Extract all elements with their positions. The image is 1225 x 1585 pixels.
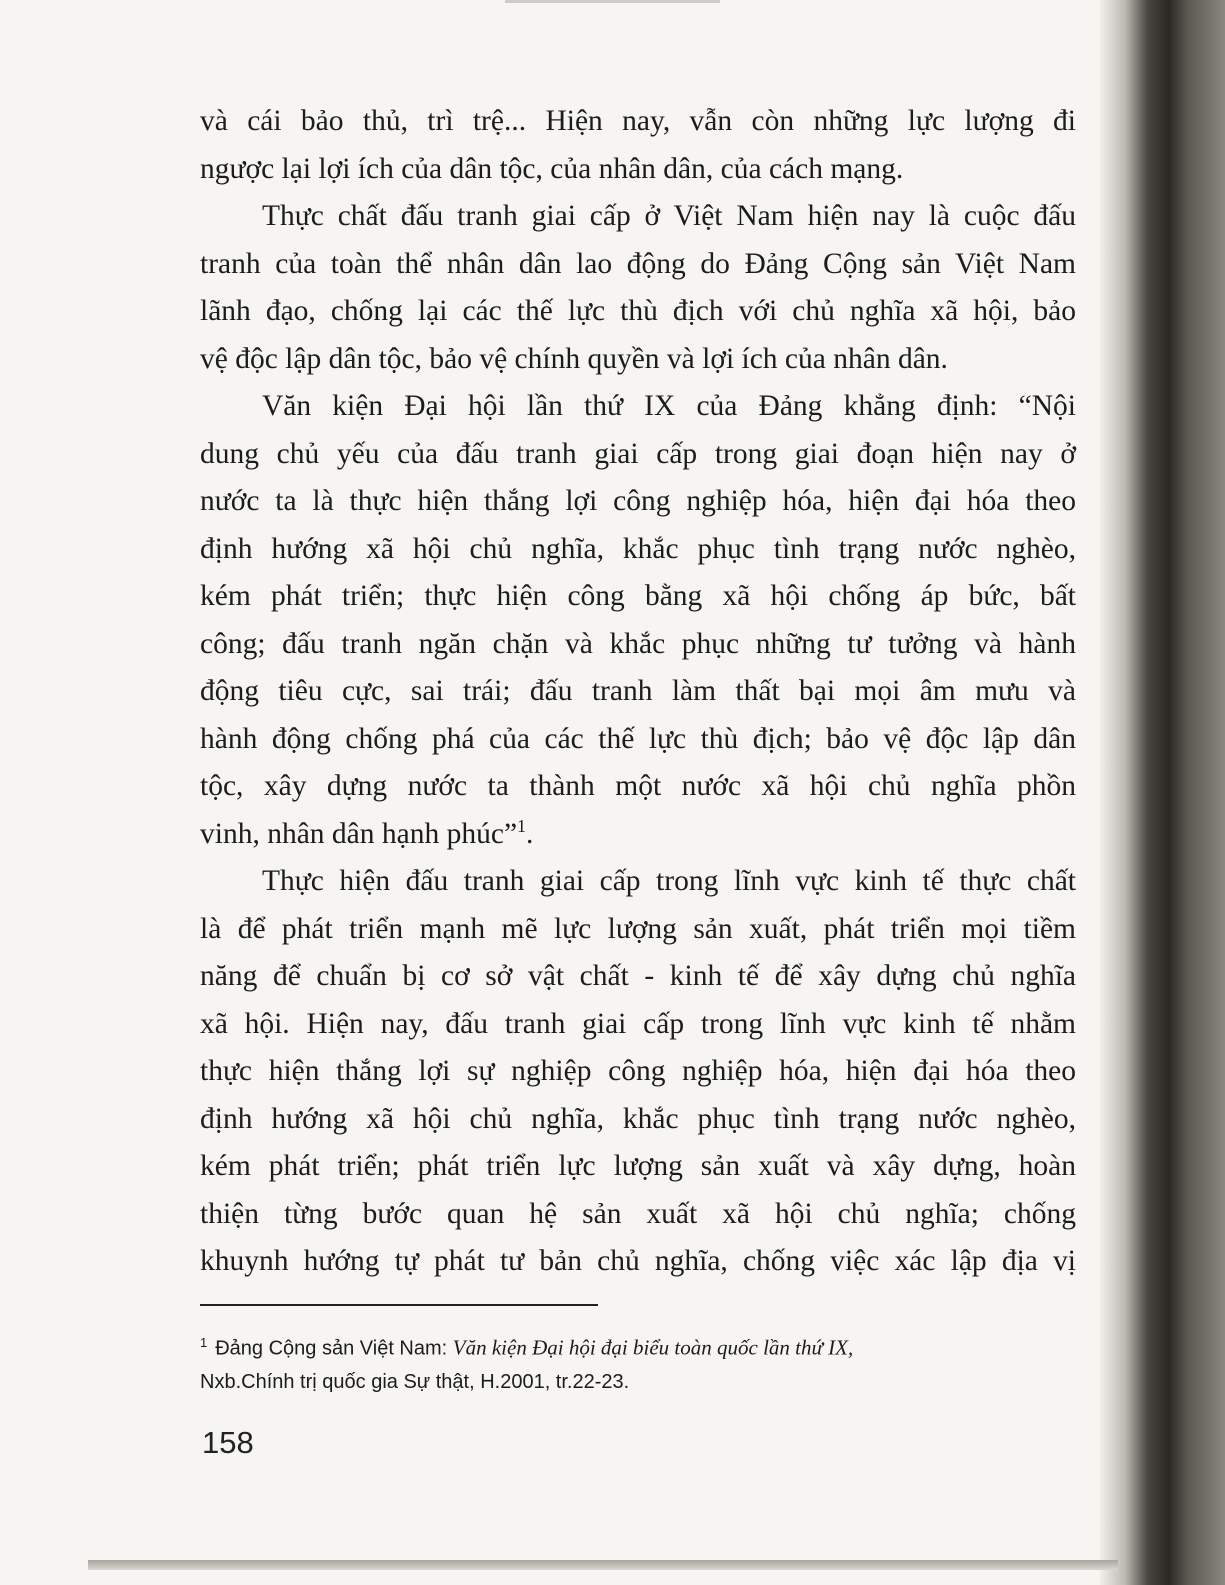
text-line: thực hiện thắng lợi sự nghiệp công nghiệp hóa, hiện đại hóa theo bbox=[200, 1055, 1076, 1087]
text-line: thiện từng bước quan hệ sản xuất xã hội chủ nghĩa; chống bbox=[200, 1197, 1076, 1230]
footnote-divider bbox=[200, 1304, 598, 1306]
text-line: vệ độc lập dân tộc, bảo vệ chính quyền và lợi ích của nhân dân. bbox=[200, 342, 948, 375]
text-line: kém phát triển; thực hiện công bằng xã hội chống áp bức, bất bbox=[200, 580, 1076, 612]
text-line: định hướng xã hội chủ nghĩa, khắc phục tình trạng nước nghèo, bbox=[200, 1102, 1076, 1135]
text-line: là để phát triển mạnh mẽ lực lượng sản xuất, phát triển mọi tiềm bbox=[200, 912, 1076, 945]
text-line: nước ta là thực hiện thắng lợi công nghiệp hóa, hiện đại hóa theo bbox=[200, 485, 1076, 517]
text-line: hành động chống phá của các thế lực thù địch; bảo vệ độc lập dân bbox=[200, 722, 1076, 755]
text-line: Thực chất đấu tranh giai cấp ở Việt Nam hiện nay là cuộc đấu bbox=[262, 200, 1076, 232]
footnote-reference: 1 bbox=[517, 815, 527, 836]
text-line: Thực hiện đấu tranh giai cấp trong lĩnh vực kinh tế thực chất bbox=[262, 865, 1076, 897]
text-line: năng để chuẩn bị cơ sở vật chất - kinh tế để xây dựng chủ nghĩa bbox=[200, 960, 1076, 992]
footnote bbox=[200, 1326, 1076, 1399]
text-line: lãnh đạo, chống lại các thế lực thù địch với chủ nghĩa xã hội, bảo bbox=[200, 295, 1076, 327]
text-line: và cái bảo thủ, trì trệ... Hiện nay, vẫn còn những lực lượng đi bbox=[200, 105, 1076, 137]
sentence-end: . bbox=[526, 817, 534, 850]
quote-end-line bbox=[200, 811, 1076, 859]
text-line: vinh, nhân dân hạnh phúc” bbox=[200, 817, 518, 850]
text-line: dung chủ yếu của đấu tranh giai cấp trong giai đoạn hiện nay ở bbox=[200, 437, 1076, 470]
text-line: xã hội. Hiện nay, đấu tranh giai cấp trong lĩnh vực kinh tế nhằm bbox=[200, 1007, 1076, 1040]
text-line: kém phát triển; phát triển lực lượng sản xuất và xây dựng, hoàn bbox=[200, 1150, 1076, 1182]
text-line: động tiêu cực, sai trái; đấu tranh làm thất bại mọi âm mưu và bbox=[200, 675, 1076, 707]
page-bottom-edge bbox=[88, 1560, 1118, 1570]
text-line: khuynh hướng tự phát tư bản chủ nghĩa, chống việc xác lập địa vị bbox=[200, 1245, 1076, 1277]
footnote-author: Đảng Cộng sản Việt Nam: bbox=[215, 1337, 448, 1360]
footnote-mark: 1 bbox=[200, 1335, 208, 1350]
text-line: công; đấu tranh ngăn chặn và khắc phục những tư tưởng và hành bbox=[200, 627, 1076, 660]
body-text bbox=[200, 98, 1076, 1286]
top-edge-mark bbox=[505, 0, 720, 3]
text-line: ngược lại lợi ích của dân tộc, của nhân dân, của cách mạng. bbox=[200, 152, 904, 185]
book-spine-edge bbox=[1100, 0, 1225, 1585]
page-number: 158 bbox=[202, 1425, 254, 1460]
footnote-title: Văn kiện Đại hội đại biểu toàn quốc lần thứ IX, bbox=[452, 1335, 854, 1360]
text-line: tranh của toàn thể nhân dân lao động do Đảng Cộng sản Việt Nam bbox=[200, 247, 1076, 280]
text-line: Văn kiện Đại hội lần thứ IX của Đảng khẳng định: “Nội bbox=[262, 390, 1076, 422]
text-line: tộc, xây dựng nước ta thành một nước xã hội chủ nghĩa phồn bbox=[200, 770, 1076, 802]
text-line: định hướng xã hội chủ nghĩa, khắc phục tình trạng nước nghèo, bbox=[200, 532, 1076, 565]
footnote-publisher: Nxb.Chính trị quốc gia Sự thật, H.2001, tr.22-23. bbox=[200, 1370, 630, 1393]
